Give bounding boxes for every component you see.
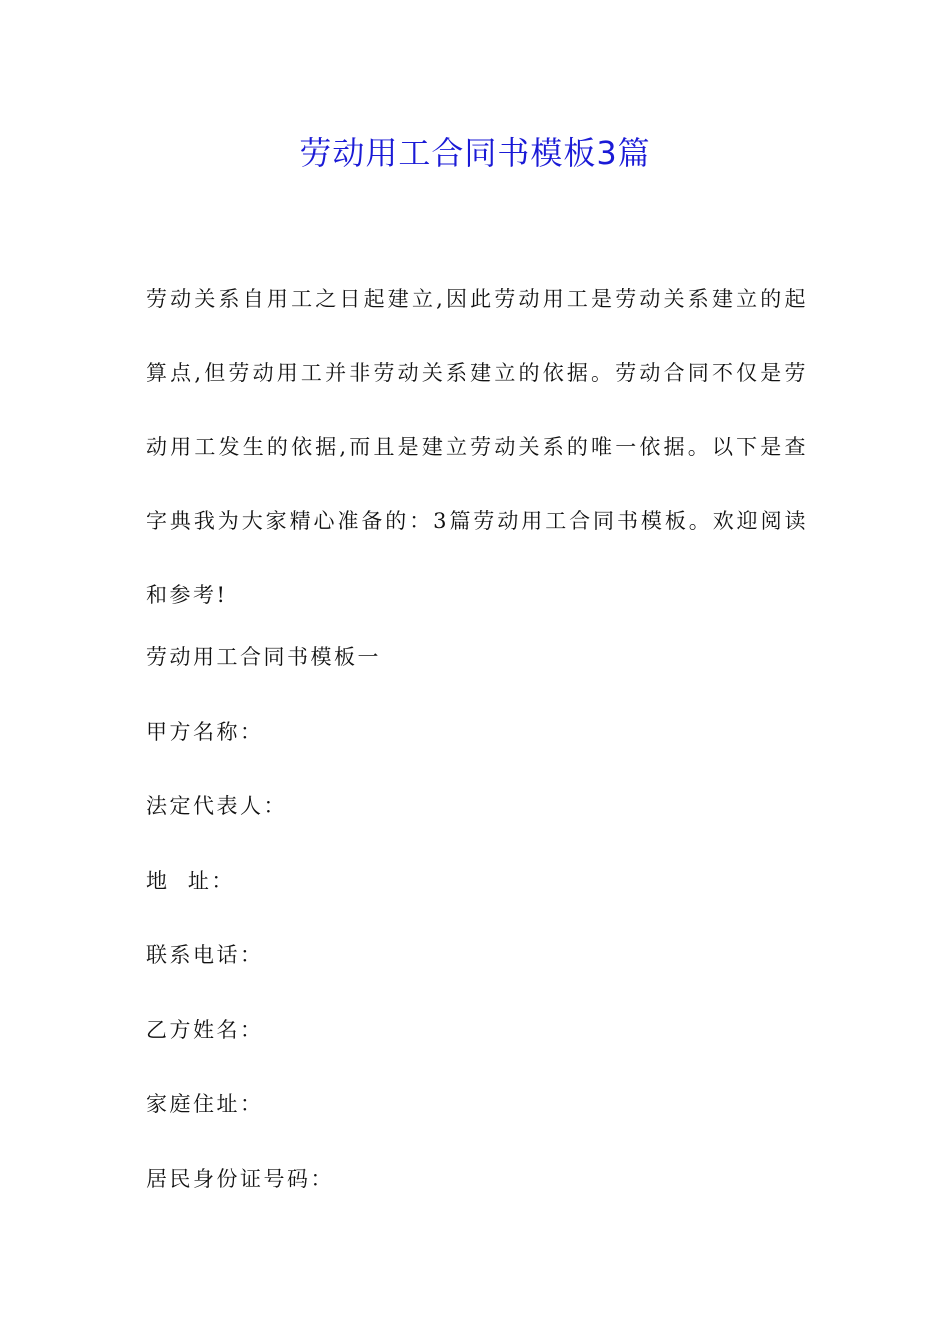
party-a-name-field: 甲方名称： [146,720,264,744]
section-heading: 劳动用工合同书模板一 [146,645,381,669]
home-address-field: 家庭住址： [146,1092,264,1116]
id-number-field: 居民身份证号码： [146,1167,334,1191]
contact-phone-field: 联系电话： [146,943,264,967]
document-title: 劳动用工合同书模板3篇 [299,134,651,172]
intro-paragraph: 劳动关系自用工之日起建立,因此劳动用工是劳动关系建立的起算点,但劳动用工并非劳动关系建立的依据。劳动合同不仅是劳动用工发生的依据,而且是建立劳动关系的唯一依据。以下是查字典我为大家精心准备的：3篇劳动用工合同书模板。欢迎阅读和参考! [146,287,808,607]
party-b-name-field: 乙方姓名： [146,1018,264,1042]
legal-representative-field: 法定代表人： [146,794,287,818]
address-field: 地 址： [146,869,235,893]
